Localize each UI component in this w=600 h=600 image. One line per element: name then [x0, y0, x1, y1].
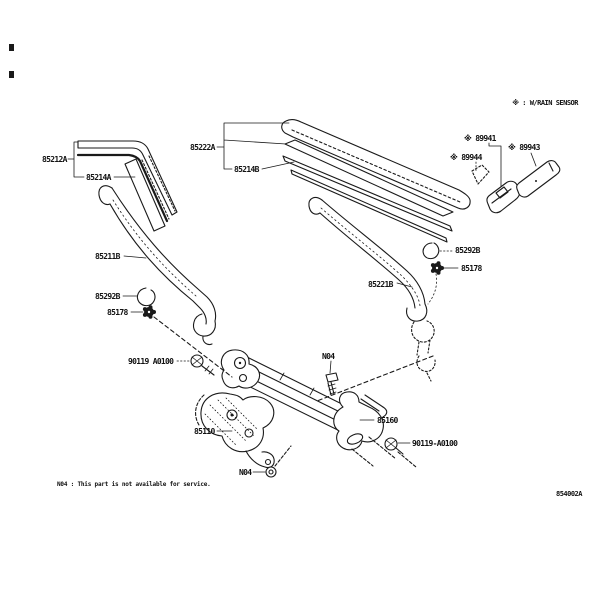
nut-n04-lower-drawing: [266, 467, 276, 477]
wiper-arm-left-drawing: [99, 186, 216, 345]
rain-sensor-drawing: [487, 181, 520, 212]
label-rain-sensor: ※ 89941: [464, 134, 496, 143]
label-n04-upper: N04: [322, 352, 335, 361]
label-blade-left: 85212A: [42, 155, 67, 164]
label-cap-right: 85292B: [455, 246, 480, 255]
bolt-left-drawing: [191, 355, 214, 375]
label-nut-right: 85178: [461, 264, 482, 273]
nut-right-drawing: [431, 261, 444, 275]
label-motor-link: 85110: [194, 427, 215, 436]
bolt-right-drawing: [385, 438, 403, 454]
fasteners-drawing: [137, 243, 444, 477]
label-n04-lower: N04: [239, 468, 252, 477]
bolt-n04-upper-drawing: [326, 373, 338, 395]
scan-artifacts: [9, 44, 14, 78]
sensor-cover-drawing: [517, 161, 560, 197]
figure-code: 854002A: [555, 490, 582, 498]
rain-sensor-note: ※ : W/RAIN SENSOR: [512, 99, 578, 107]
label-blade-right: 85222A: [190, 143, 215, 152]
label-bolt-right: 90119-A0100: [412, 439, 458, 448]
label-arm-left: 85211B: [95, 252, 120, 261]
label-blade-right-insert: 85214B: [234, 165, 259, 174]
label-nut-left: 85178: [107, 308, 128, 317]
label-sensor-cover: ※ 89943: [508, 143, 540, 152]
wiper-blade-left-drawing: [78, 141, 177, 231]
label-link-frame: 85160: [377, 416, 398, 425]
label-blade-left-insert: 85214A: [86, 173, 111, 182]
label-cap-left: 85292B: [95, 292, 120, 301]
cap-left-drawing: [137, 288, 155, 306]
sensor-bracket-drawing: [472, 165, 489, 184]
linkage-assembly-drawing: [196, 350, 387, 468]
wiper-blade-right-drawing: [282, 120, 470, 242]
label-arm-right: 85221B: [368, 280, 393, 289]
label-bolt-left: 90119 A0100: [128, 357, 174, 366]
rain-sensor-parts-drawing: [472, 161, 560, 213]
label-sensor-bracket: ※ 89944: [450, 153, 482, 162]
labels: [42, 98, 583, 498]
service-note: N04 : This part is not available for service.: [57, 481, 211, 488]
pivot-left-drawing: [221, 350, 259, 388]
cap-right-drawing: [423, 243, 439, 259]
